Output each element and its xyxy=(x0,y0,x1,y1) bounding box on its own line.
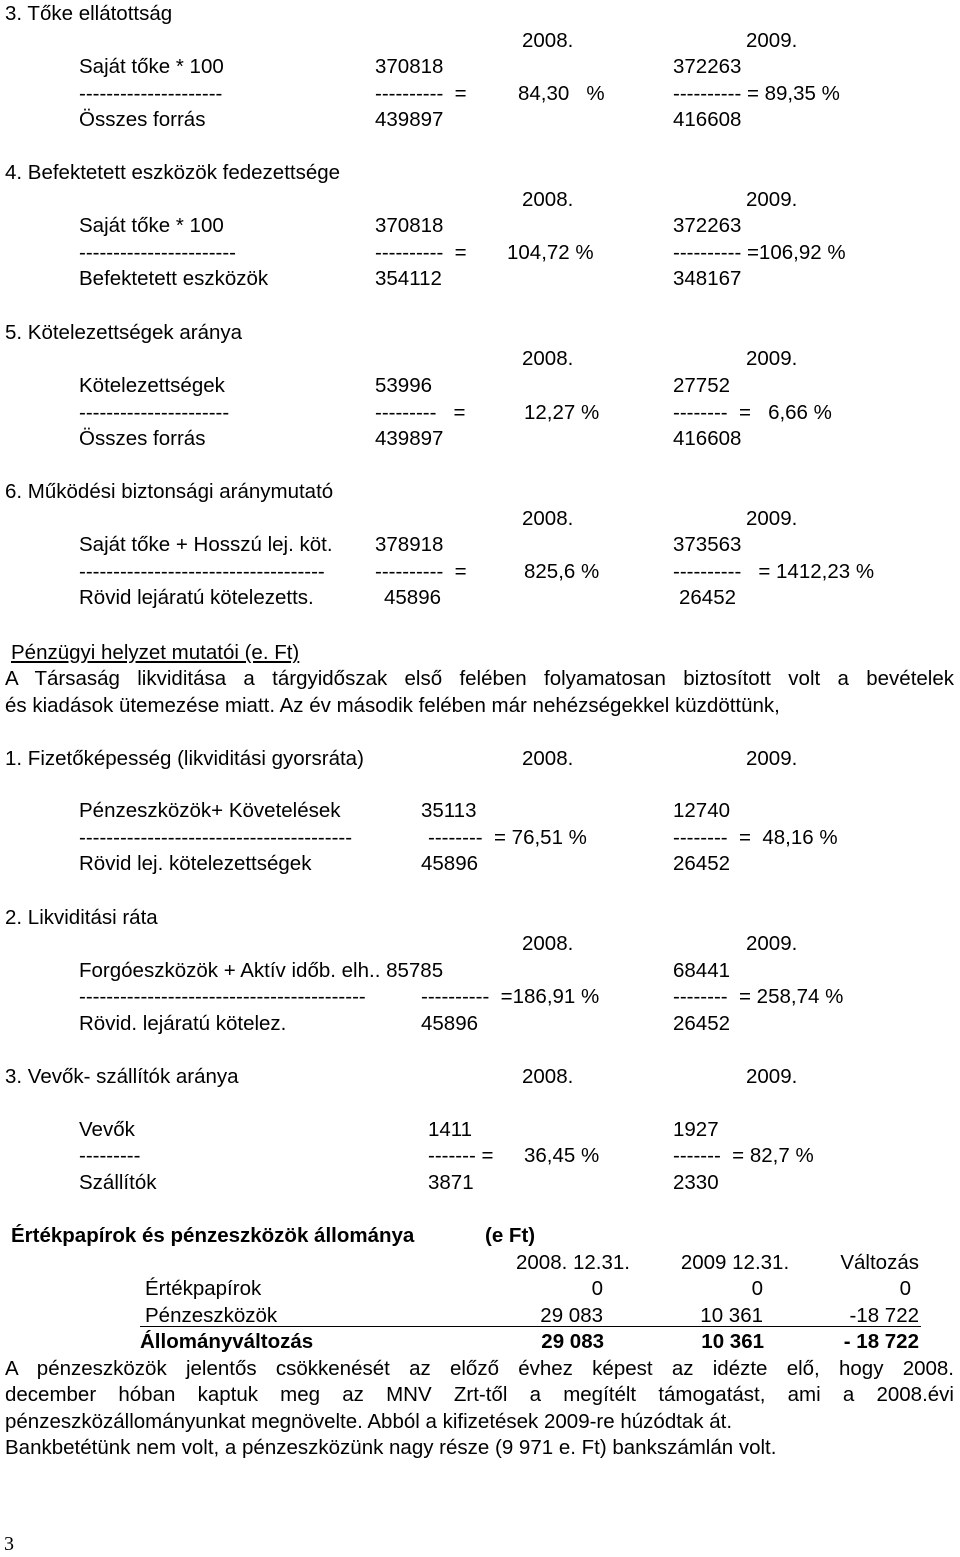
year-label: 2008. xyxy=(522,1065,574,1088)
table-cell: 29 083 xyxy=(540,1304,603,1327)
numerator-label: Saját tőke + Hosszú lej. köt. xyxy=(79,533,333,556)
section-heading: 3. Vevők- szállítók aránya xyxy=(5,1065,239,1088)
fraction-line: ---------- = xyxy=(375,82,467,105)
year-label: 2008. xyxy=(522,347,574,370)
value: 378918 xyxy=(375,533,444,556)
table-cell: 0 xyxy=(899,1277,911,1300)
section-heading: 1. Fizetőképesség (likviditási gyorsráta) xyxy=(5,747,364,770)
table-rule xyxy=(140,1326,921,1327)
value: 1411 xyxy=(428,1118,473,1141)
year-label: 2008. xyxy=(522,747,574,770)
fraction-result: -------- = 258,74 % xyxy=(673,985,844,1008)
year-label: 2009. xyxy=(746,932,798,955)
paragraph-line: A Társaság likviditása a tárgyidőszak első felében folyamatosan biztosított volt a bevételek xyxy=(5,667,954,690)
value: 26452 xyxy=(679,586,737,609)
paragraph-line: A pénzeszközök jelentős csökkenését az előző évhez képest az idézte elő, hogy 2008. xyxy=(5,1357,954,1380)
result: 825,6 % xyxy=(524,560,600,583)
year-label: 2009. xyxy=(746,347,798,370)
fraction-line: ---------------------- xyxy=(79,401,230,424)
value: 370818 xyxy=(375,55,444,78)
fraction-result: ---------- = 1412,23 % xyxy=(673,560,875,583)
table-cell: - 18 722 xyxy=(843,1330,919,1353)
numerator-label: Pénzeszközök+ Követelések xyxy=(79,799,341,822)
value: 348167 xyxy=(673,267,742,290)
denominator-label: Rövid lejáratú kötelezetts. xyxy=(79,586,314,609)
section-heading: 2. Likviditási ráta xyxy=(5,906,158,929)
table-unit: (e Ft) xyxy=(485,1224,536,1247)
value: 53996 xyxy=(375,374,433,397)
value: 45896 xyxy=(421,852,479,875)
fraction-line: ------- = xyxy=(428,1144,494,1167)
value: 3871 xyxy=(428,1171,474,1194)
value: 354112 xyxy=(375,267,442,290)
value: 68441 xyxy=(673,959,731,982)
fraction-result: ------- = 82,7 % xyxy=(673,1144,814,1167)
result: 12,27 % xyxy=(524,401,600,424)
fraction-line: ------------------------------------ xyxy=(79,560,325,583)
denominator-label: Rövid lej. kötelezettségek xyxy=(79,852,312,875)
fraction-result: ---------- = 89,35 % xyxy=(673,82,840,105)
value: 45896 xyxy=(421,1012,479,1035)
fraction-result: -------- = 48,16 % xyxy=(673,826,838,849)
value: 26452 xyxy=(673,852,731,875)
fraction-line: --------------------- xyxy=(79,82,223,105)
fraction-result: ---------- =186,91 % xyxy=(421,985,600,1008)
value: 372263 xyxy=(673,55,742,78)
value: 373563 xyxy=(673,533,742,556)
row-label: Értékpapírok xyxy=(145,1277,262,1300)
row-label: Pénzeszközök xyxy=(145,1304,278,1327)
year-label: 2008. xyxy=(522,29,574,52)
table-cell: -18 722 xyxy=(849,1304,919,1327)
numerator-label: Kötelezettségek xyxy=(79,374,225,397)
value: 26452 xyxy=(673,1012,731,1035)
year-label: 2009. xyxy=(746,188,798,211)
fraction-line: ----------------------- xyxy=(79,241,237,264)
section-heading: 3. Tőke ellátottság xyxy=(5,2,173,25)
numerator-label: Saját tőke * 100 xyxy=(79,55,224,78)
numerator-label: Vevők xyxy=(79,1118,135,1141)
denominator-label: Összes forrás xyxy=(79,108,206,131)
result: 36,45 % xyxy=(524,1144,600,1167)
numerator-label: Saját tőke * 100 xyxy=(79,214,224,237)
paragraph-line: pénzeszközállományunkat megnövelte. Abból a kifizetések 2009-re húzódtak át. xyxy=(5,1410,733,1433)
denominator-label: Összes forrás xyxy=(79,427,206,450)
fraction-result: -------- = 6,66 % xyxy=(673,401,832,424)
value: 439897 xyxy=(375,108,444,131)
year-label: 2009. xyxy=(746,507,798,530)
value: 1927 xyxy=(673,1118,719,1141)
page-number: 3 xyxy=(4,1533,14,1555)
table-title: Értékpapírok és pénzeszközök állománya xyxy=(11,1224,415,1247)
table-cell: 0 xyxy=(751,1277,763,1300)
denominator-label: Rövid. lejáratú kötelez. xyxy=(79,1012,287,1035)
year-label: 2009. xyxy=(746,747,798,770)
value: 416608 xyxy=(673,108,742,131)
table-cell: 0 xyxy=(591,1277,603,1300)
section-heading: 5. Kötelezettségek aránya xyxy=(5,321,243,344)
fraction-line: ---------- = xyxy=(375,241,467,264)
value: 370818 xyxy=(375,214,444,237)
fraction-line: --------- = xyxy=(375,401,466,424)
year-label: 2008. xyxy=(522,188,574,211)
year-label: 2008. xyxy=(522,932,574,955)
paragraph-line: december hóban kaptuk meg az MNV Zrt-től a megítélt támogatást, ami a 2008.évi xyxy=(5,1383,954,1406)
fraction-result: -------- = 76,51 % xyxy=(428,826,587,849)
paragraph-line: Bankbetétünk nem volt, a pénzeszközünk nagy része (9 971 e. Ft) bankszámlán volt. xyxy=(5,1436,777,1459)
value: 12740 xyxy=(673,799,731,822)
section-title: Pénzügyi helyzet mutatói (e. Ft) xyxy=(11,641,300,664)
table-cell: 29 083 xyxy=(541,1330,604,1353)
value: 416608 xyxy=(673,427,742,450)
column-header: Változás xyxy=(840,1251,919,1274)
year-label: 2008. xyxy=(522,507,574,530)
column-header: 2008. 12.31. xyxy=(516,1251,630,1274)
row-label: Állományváltozás xyxy=(140,1330,314,1353)
paragraph-line: és kiadások ütemezése miatt. Az év második felében már nehézségekkel küzdöttünk, xyxy=(5,694,780,717)
value: 2330 xyxy=(673,1171,719,1194)
value: 35113 xyxy=(421,799,477,822)
year-label: 2009. xyxy=(746,29,798,52)
fraction-line: --------- xyxy=(79,1144,141,1167)
value: 45896 xyxy=(384,586,442,609)
fraction-result: ---------- =106,92 % xyxy=(673,241,846,264)
year-label: 2009. xyxy=(746,1065,798,1088)
value: 27752 xyxy=(673,374,731,397)
denominator-label: Szállítók xyxy=(79,1171,157,1194)
result: 84,30 % xyxy=(518,82,605,105)
table-cell: 10 361 xyxy=(700,1304,763,1327)
value: 439897 xyxy=(375,427,444,450)
value: 372263 xyxy=(673,214,742,237)
table-cell: 10 361 xyxy=(701,1330,764,1353)
section-heading: 4. Befektetett eszközök fedezettsége xyxy=(5,161,341,184)
column-header: 2009 12.31. xyxy=(680,1251,790,1274)
numerator-label: Forgóeszközök + Aktív időb. elh.. 85785 xyxy=(79,959,444,982)
result: 104,72 % xyxy=(507,241,594,264)
fraction-line: ------------------------------------------ xyxy=(79,985,366,1008)
fraction-line: ---------- = xyxy=(375,560,467,583)
section-heading: 6. Működési biztonsági aránymutató xyxy=(5,480,334,503)
denominator-label: Befektetett eszközök xyxy=(79,267,269,290)
fraction-line: ---------------------------------------- xyxy=(79,826,353,849)
